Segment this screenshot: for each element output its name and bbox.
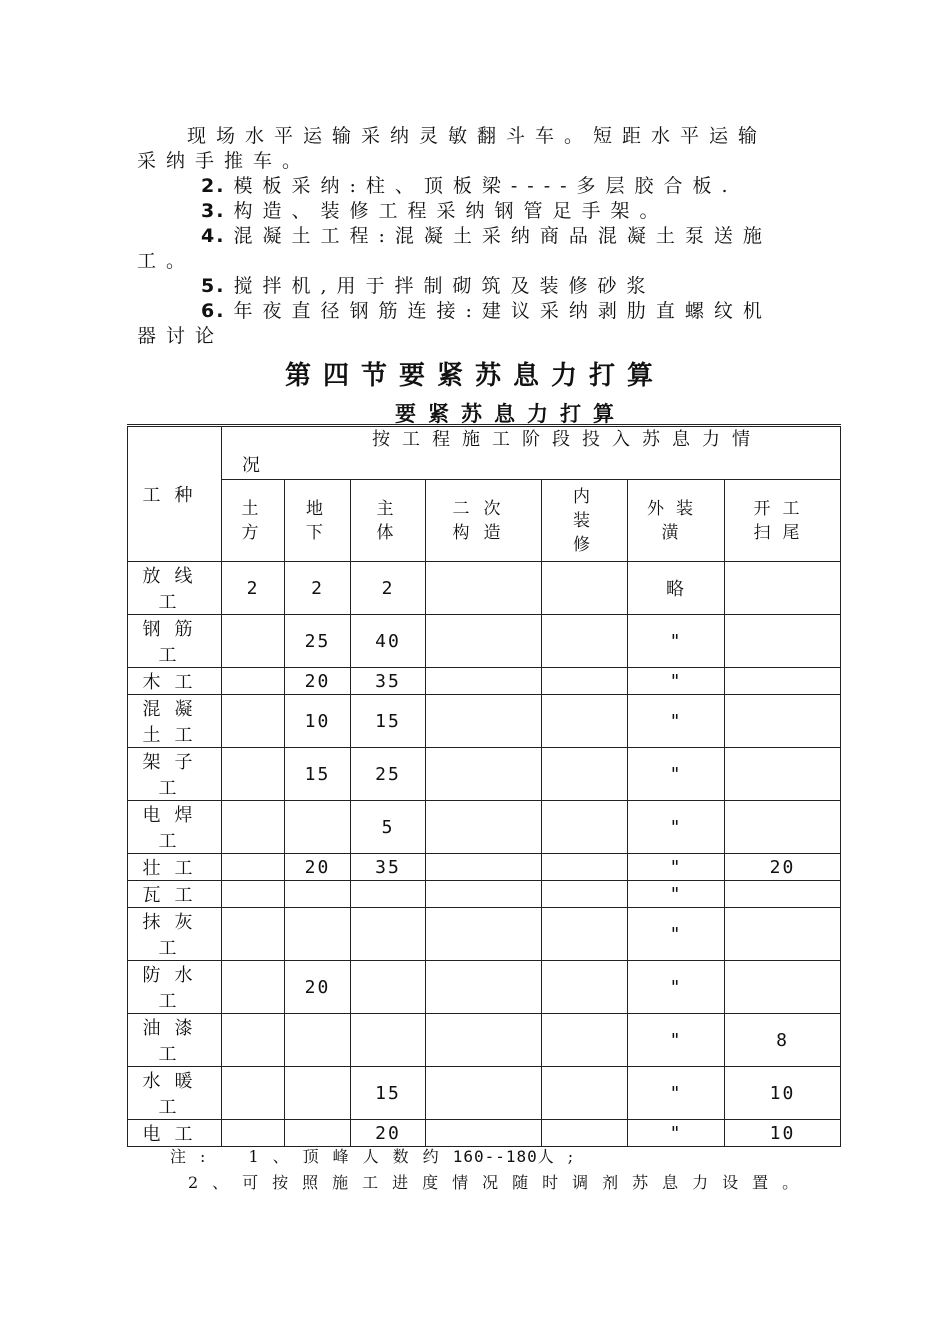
value-cell: " (628, 908, 725, 961)
value-cell (426, 562, 542, 615)
stage-line: 潢 (661, 522, 691, 543)
note-range: 160--180 (452, 1147, 538, 1166)
value-cell (725, 668, 841, 695)
value-cell: 20 (285, 961, 351, 1014)
stage-line: 主 (376, 498, 400, 519)
value-cell (542, 1120, 628, 1147)
worktype-line: 土工 (142, 725, 207, 746)
paragraph-mixer (137, 274, 909, 299)
value-cell (285, 1014, 351, 1067)
value-cell: 10 (725, 1120, 841, 1147)
value-cell: " (628, 668, 725, 695)
paragraph-transport (137, 124, 845, 174)
value-cell (725, 695, 841, 748)
worktype-line: 工 (158, 592, 191, 613)
value-cell (542, 615, 628, 668)
value-cell (222, 908, 285, 961)
table-title: 要紧苏息力打算 (395, 401, 626, 426)
worktype-cell (128, 801, 222, 854)
value-cell (285, 881, 351, 908)
value-cell (542, 854, 628, 881)
value-cell (426, 668, 542, 695)
item-number: 4. (201, 225, 226, 247)
value-cell (542, 961, 628, 1014)
value-cell: 35 (351, 668, 426, 695)
worktype-line: 工 (158, 778, 191, 799)
worktype-line: 壮工 (142, 858, 207, 879)
worktype-line: 架子 (142, 752, 207, 773)
value-cell (426, 1014, 542, 1067)
value-cell: " (628, 695, 725, 748)
stage-line: 土 (241, 498, 265, 519)
value-cell: 35 (351, 854, 426, 881)
table-row (128, 881, 841, 908)
value-cell: " (628, 801, 725, 854)
value-cell (222, 748, 285, 801)
worktype-line: 油漆 (142, 1018, 207, 1039)
value-cell (542, 562, 628, 615)
value-cell (222, 695, 285, 748)
value-cell: 15 (351, 1067, 426, 1120)
worktype-line: 放线 (142, 566, 207, 587)
stage-line: 装 (573, 510, 596, 531)
worktype-line: 瓦工 (142, 885, 207, 906)
value-cell: 20 (285, 668, 351, 695)
value-cell (542, 1067, 628, 1120)
stage-header-row (128, 480, 841, 562)
worktype-cell (128, 908, 222, 961)
value-cell (542, 695, 628, 748)
table-row (128, 1014, 841, 1067)
labor-table (127, 424, 841, 1147)
table-row (128, 1067, 841, 1120)
stage-header-interior (542, 480, 628, 562)
value-cell (426, 961, 542, 1014)
paragraph-formwork (137, 174, 909, 199)
section-title: 第四节要紧苏息力打算 (284, 361, 665, 391)
item-number: 3. (201, 200, 226, 222)
worktype-cell (128, 668, 222, 695)
worktype-line: 工 (158, 1097, 191, 1118)
table-row (128, 961, 841, 1014)
value-cell (725, 748, 841, 801)
value-cell (542, 908, 628, 961)
stage-line: 内 (573, 486, 596, 507)
value-cell (426, 1067, 542, 1120)
note-text: 人; (537, 1147, 588, 1166)
table-row (128, 1120, 841, 1147)
worktype-cell (128, 1014, 222, 1067)
value-cell: " (628, 881, 725, 908)
worktype-line: 抹灰 (142, 912, 207, 933)
value-cell (542, 881, 628, 908)
value-cell: 2 (351, 562, 426, 615)
paragraph-line: 器讨论 (137, 325, 225, 347)
value-cell: 20 (285, 854, 351, 881)
worktype-line: 工 (158, 1044, 191, 1065)
value-cell (426, 908, 542, 961)
value-cell (426, 801, 542, 854)
stage-line: 下 (306, 522, 329, 543)
stage-line: 外装 (647, 498, 705, 519)
labor-table-body (128, 562, 841, 1147)
value-cell (351, 961, 426, 1014)
value-cell (426, 1120, 542, 1147)
worktype-line: 钢筋 (142, 619, 207, 640)
paragraph-line: 年夜直径钢筋连接:建议采纳剥肋直螺纹机 (233, 300, 772, 322)
item-number: 5. (201, 275, 226, 297)
stage-line: 开工 (753, 498, 812, 519)
value-cell (222, 961, 285, 1014)
stage-group-line: 况 (242, 455, 272, 476)
stage-line: 地 (306, 498, 329, 519)
value-cell (426, 695, 542, 748)
value-cell: 20 (351, 1120, 426, 1147)
value-cell (542, 748, 628, 801)
worktype-cell (128, 881, 222, 908)
stage-line: 构造 (452, 522, 515, 543)
value-cell (222, 881, 285, 908)
stage-line: 二次 (452, 498, 515, 519)
worktype-line: 电焊 (142, 805, 207, 826)
value-cell (426, 854, 542, 881)
value-cell (725, 908, 841, 961)
value-cell (542, 801, 628, 854)
worktype-line: 水暖 (142, 1071, 207, 1092)
value-cell (222, 1067, 285, 1120)
value-cell (351, 908, 426, 961)
value-cell: " (628, 1067, 725, 1120)
worktype-cell (128, 961, 222, 1014)
stage-header-main-structure (351, 480, 426, 562)
value-cell: " (628, 961, 725, 1014)
value-cell (426, 615, 542, 668)
value-cell (351, 1014, 426, 1067)
worktype-line: 工 (158, 991, 191, 1012)
header-row (128, 426, 841, 480)
value-cell (725, 881, 841, 908)
value-cell (285, 801, 351, 854)
table-row (128, 908, 841, 961)
value-cell (222, 668, 285, 695)
value-cell (725, 562, 841, 615)
stage-line: 扫尾 (753, 522, 812, 543)
note-line-1 (170, 1144, 587, 1167)
paragraph-text: 模板采纳:柱、顶板梁----多层胶合板. (233, 175, 738, 197)
paragraph-line: 现场水平运输采纳灵敏翻斗车。短距水平运输 (187, 125, 768, 147)
paragraph-scaffold (137, 199, 909, 224)
note-line-2: 2、可按照施工进度情况随时调剂苏息力设置。 (188, 1173, 813, 1192)
value-cell: 15 (285, 748, 351, 801)
stage-header-secondary-structure (426, 480, 542, 562)
value-cell (222, 1014, 285, 1067)
value-cell (222, 801, 285, 854)
value-cell (542, 668, 628, 695)
worktype-cell (128, 1120, 222, 1147)
worktype-cell (128, 695, 222, 748)
stage-header-finishing (725, 480, 841, 562)
value-cell: " (628, 1014, 725, 1067)
note-text: 1、顶峰人数约 (248, 1147, 453, 1166)
value-cell (426, 748, 542, 801)
worktype-line: 混凝 (142, 699, 207, 720)
stage-header-underground (285, 480, 351, 562)
worktype-line: 工 (158, 938, 191, 959)
value-cell: 25 (285, 615, 351, 668)
table-row (128, 615, 841, 668)
worktype-cell (128, 615, 222, 668)
worktype-line: 电工 (142, 1124, 207, 1145)
table-row (128, 854, 841, 881)
value-cell: 10 (725, 1067, 841, 1120)
value-cell: 2 (285, 562, 351, 615)
paragraph-concrete (137, 224, 845, 274)
worktype-line: 工 (158, 831, 191, 852)
stage-header-exterior (628, 480, 725, 562)
value-cell: 10 (285, 695, 351, 748)
worktype-cell (128, 1067, 222, 1120)
value-cell (426, 881, 542, 908)
table-row (128, 748, 841, 801)
worktype-header: 工种 (128, 426, 222, 562)
table-row (128, 668, 841, 695)
paragraph-text: 构造、装修工程采纳钢管足手架。 (233, 200, 669, 222)
table-row (128, 562, 841, 615)
worktype-cell (128, 854, 222, 881)
value-cell (542, 1014, 628, 1067)
table-row (128, 801, 841, 854)
stage-line: 体 (376, 522, 400, 543)
paragraph-line: 采纳手推车。 (137, 150, 312, 172)
value-cell: " (628, 854, 725, 881)
value-cell (725, 801, 841, 854)
value-cell: " (628, 1120, 725, 1147)
worktype-line: 木工 (142, 672, 207, 693)
value-cell (285, 1120, 351, 1147)
item-number: 6. (201, 300, 226, 322)
value-cell: 8 (725, 1014, 841, 1067)
paragraph-line: 工。 (137, 250, 196, 272)
value-cell (222, 1120, 285, 1147)
value-cell (285, 1067, 351, 1120)
table-row (128, 695, 841, 748)
value-cell: 略 (628, 562, 725, 615)
value-cell (285, 908, 351, 961)
value-cell: " (628, 615, 725, 668)
value-cell: " (628, 748, 725, 801)
note-label: 注: (170, 1147, 220, 1166)
worktype-line: 工 (158, 645, 191, 666)
paragraph-text: 搅拌机,用于拌制砌筑及装修砂浆 (233, 275, 656, 297)
value-cell (725, 615, 841, 668)
value-cell (725, 961, 841, 1014)
value-cell: 5 (351, 801, 426, 854)
worktype-cell (128, 748, 222, 801)
item-number: 2. (201, 175, 226, 197)
value-cell (222, 854, 285, 881)
value-cell: 25 (351, 748, 426, 801)
value-cell: 20 (725, 854, 841, 881)
value-cell: 40 (351, 615, 426, 668)
paragraph-line: 混凝土工程:混凝土采纳商品混凝土泵送施 (233, 225, 772, 247)
value-cell: 2 (222, 562, 285, 615)
stage-header-earthwork (222, 480, 285, 562)
paragraph-rebar (137, 299, 845, 349)
worktype-cell (128, 562, 222, 615)
stage-line: 修 (573, 534, 596, 555)
stage-line: 方 (241, 522, 265, 543)
stage-group-line: 按工程施工阶段投入苏息力情 (372, 429, 762, 450)
value-cell (351, 881, 426, 908)
stage-group-header (222, 426, 841, 480)
value-cell: 15 (351, 695, 426, 748)
value-cell (222, 615, 285, 668)
worktype-line: 防水 (142, 965, 207, 986)
